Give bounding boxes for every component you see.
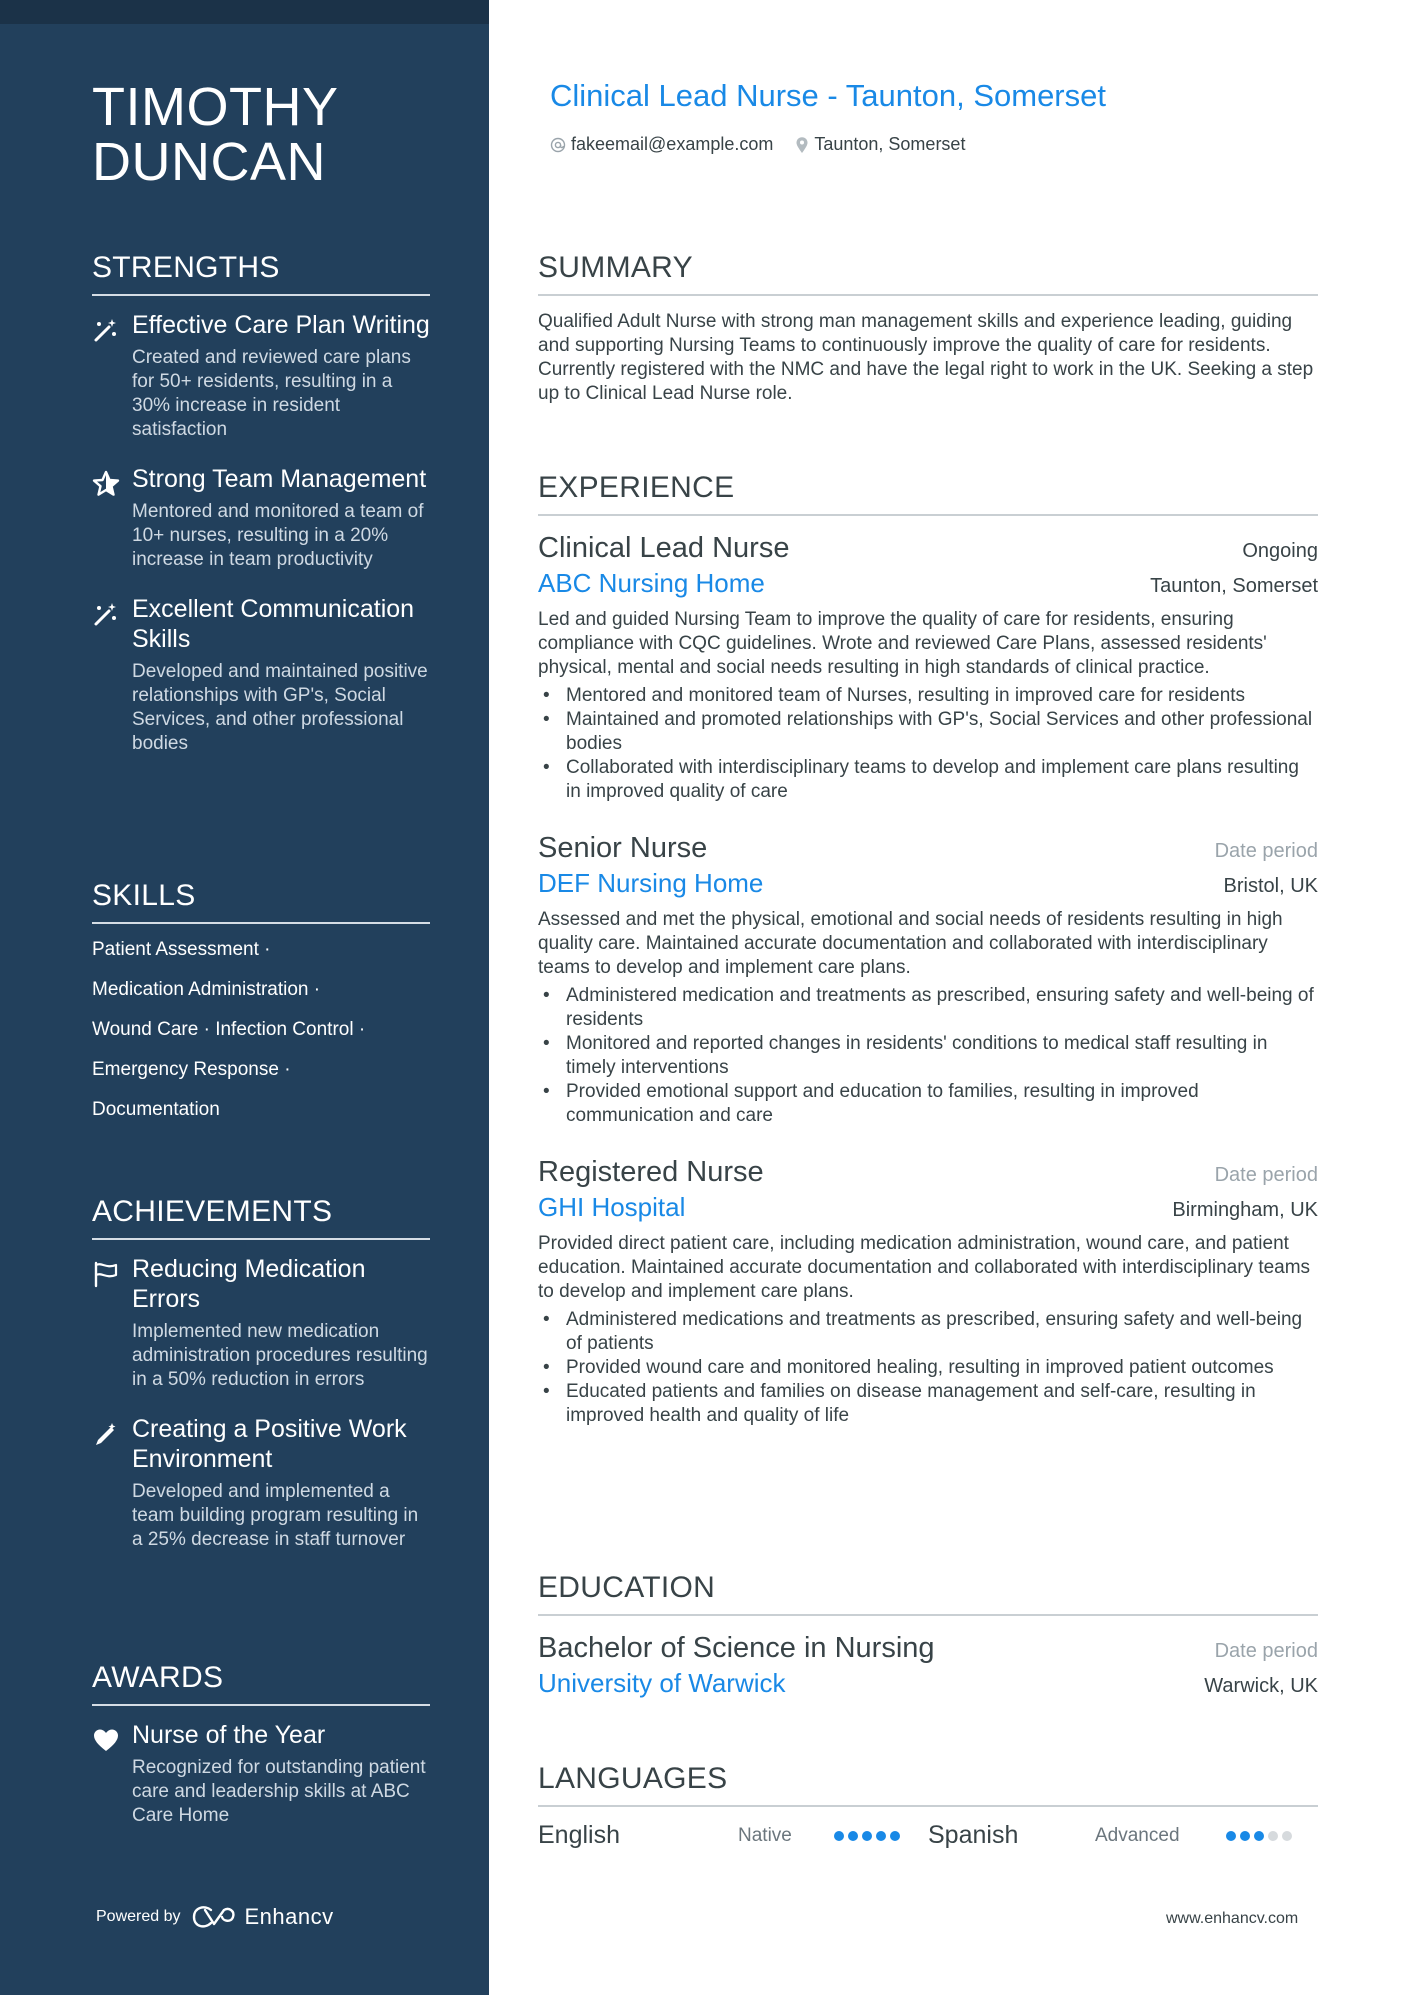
achievement-item xyxy=(92,1414,430,1552)
strength-desc: Created and reviewed care plans for 50+ residents, resulting in a 30% increase in resident satisfaction xyxy=(132,347,411,440)
heart-icon xyxy=(92,1726,120,1754)
strength-title: Effective Care Plan Writing xyxy=(132,311,430,339)
location-pin-icon xyxy=(795,136,809,154)
job-bullets xyxy=(538,1308,1318,1428)
job-bullet: • Provided emotional support and education to families, resulting in improved communication and care xyxy=(538,1080,1318,1128)
headline: Clinical Lead Nurse - Taunton, Somerset xyxy=(550,78,1106,113)
strength-item xyxy=(92,594,430,756)
job-company: DEF Nursing Home xyxy=(538,868,764,898)
language-level: Native xyxy=(738,1824,792,1846)
award-item xyxy=(92,1720,430,1828)
strengths-section xyxy=(92,250,430,778)
job-company: ABC Nursing Home xyxy=(538,568,765,598)
skill-line: Medication Administration · xyxy=(92,979,321,1000)
job-title: Senior Nurse xyxy=(538,832,708,864)
skills-section xyxy=(92,878,430,1138)
contact-email-text: fakeemail@example.com xyxy=(571,134,774,154)
language-rating xyxy=(834,1831,900,1841)
rating-dot-filled xyxy=(834,1831,844,1841)
enhancv-logo-icon xyxy=(191,1905,237,1929)
strengths-heading: STRENGTHS xyxy=(92,250,430,296)
achievement-title: Creating a Positive Work Environment xyxy=(132,1415,407,1473)
at-icon xyxy=(550,137,566,153)
sidebar xyxy=(0,0,489,1995)
education-heading: EDUCATION xyxy=(538,1570,1318,1616)
rating-dot-filled xyxy=(876,1831,886,1841)
education-school: University of Warwick xyxy=(538,1668,786,1698)
skills-heading: SKILLS xyxy=(92,878,430,924)
achievement-title: Reducing Medication Errors xyxy=(132,1255,366,1313)
languages-row xyxy=(538,1821,1318,1850)
job-bullets xyxy=(538,984,1318,1128)
job-location: Bristol, UK xyxy=(1223,875,1318,897)
footer-url: www.enhancv.com xyxy=(1166,1910,1299,1927)
education-degree: Bachelor of Science in Nursing xyxy=(538,1632,935,1664)
summary-section xyxy=(538,250,1318,406)
job-bullets xyxy=(538,684,1318,804)
job-bullet: • Administered medications and treatments as prescribed, ensuring safety and well-being of patients xyxy=(538,1308,1318,1356)
summary-heading: SUMMARY xyxy=(538,250,1318,296)
rating-dot-filled xyxy=(862,1831,872,1841)
achievement-desc: Implemented new medication administration procedures resulting in a 50% reduction in errors xyxy=(132,1321,428,1390)
enhancv-logo xyxy=(191,1904,334,1930)
name-line-1: TIMOTHY xyxy=(92,77,339,137)
contact-info xyxy=(550,134,987,155)
star-icon xyxy=(92,470,120,498)
job-date: Ongoing xyxy=(1242,540,1318,562)
strength-desc: Mentored and monitored a team of 10+ nurses, resulting in a 20% increase in team productivity xyxy=(132,501,424,570)
strength-item xyxy=(92,310,430,442)
powered-by-label: Powered by xyxy=(96,1908,181,1925)
rating-dot-empty xyxy=(1282,1831,1292,1841)
language-name: Spanish xyxy=(928,1821,1019,1849)
flag-icon xyxy=(92,1260,120,1288)
job-bullet: • Monitored and reported changes in residents' conditions to medical staff resulting in timely interventions xyxy=(538,1032,1318,1080)
skill-line: Wound Care · Infection Control · xyxy=(92,1019,366,1040)
job-entry xyxy=(538,530,1318,804)
rating-dot-filled xyxy=(1254,1831,1264,1841)
experience-section xyxy=(538,470,1318,1454)
languages-heading: LANGUAGES xyxy=(538,1761,1318,1807)
strength-title: Strong Team Management xyxy=(132,465,427,493)
job-entry xyxy=(538,1154,1318,1428)
strength-title: Excellent Communication Skills xyxy=(132,595,415,653)
job-description: Assessed and met the physical, emotional and social needs of residents resulting in high quality care. Maintained accurate documentation and collaborated with interdisciplinary teams to develop and implement care plans. xyxy=(538,909,1283,978)
contact-email xyxy=(550,134,773,155)
enhancv-brand-name: Enhancv xyxy=(244,1904,334,1929)
job-company: GHI Hospital xyxy=(538,1192,686,1222)
strength-item xyxy=(92,464,430,572)
languages-section xyxy=(538,1761,1318,1850)
job-bullet: • Maintained and promoted relationships with GP's, Social Services and other professional bodies xyxy=(538,708,1318,756)
summary-text: Qualified Adult Nurse with strong man management skills and experience leading, guiding and supporting Nursing Teams to continuously improve the quality of care for residents. Currently registered with the NMC and have the legal right to work in the UK. Seeking a step up to Clinical Lead Nurse role. xyxy=(538,311,1314,404)
award-desc: Recognized for outstanding patient care and leadership skills at ABC Care Home xyxy=(132,1757,426,1826)
job-entry xyxy=(538,830,1318,1128)
experience-heading: EXPERIENCE xyxy=(538,470,1318,516)
language-rating xyxy=(1226,1831,1292,1841)
sidebar-top-bar xyxy=(0,0,489,24)
skill-line: Documentation xyxy=(92,1099,220,1120)
job-bullet: • Provided wound care and monitored healing, resulting in improved patient outcomes xyxy=(538,1356,1318,1380)
powered-by xyxy=(96,1904,334,1930)
rating-dot-filled xyxy=(1226,1831,1236,1841)
achievement-desc: Developed and implemented a team building program resulting in a 25% decrease in staff turnover xyxy=(132,1481,419,1550)
achievement-item xyxy=(92,1254,430,1392)
job-location: Birmingham, UK xyxy=(1172,1199,1318,1221)
skill-line: Patient Assessment · xyxy=(92,939,271,960)
job-bullet: • Mentored and monitored team of Nurses, resulting in improved care for residents xyxy=(538,684,1318,708)
job-location: Taunton, Somerset xyxy=(1150,575,1318,597)
job-date: Date period xyxy=(1214,840,1318,862)
education-date: Date period xyxy=(1214,1640,1318,1662)
name-line-2: DUNCAN xyxy=(92,132,327,192)
rating-dot-filled xyxy=(848,1831,858,1841)
magic-wand-icon xyxy=(92,600,120,628)
achievements-section xyxy=(92,1194,430,1574)
rating-dot-filled xyxy=(1240,1831,1250,1841)
job-bullet: • Administered medication and treatments as prescribed, ensuring safety and well-being of residents xyxy=(538,984,1318,1032)
awards-section xyxy=(92,1660,430,1850)
contact-location xyxy=(795,134,965,155)
job-date: Date period xyxy=(1214,1164,1318,1186)
education-location: Warwick, UK xyxy=(1204,1675,1318,1697)
rating-dot-filled xyxy=(890,1831,900,1841)
language-item xyxy=(538,1821,928,1850)
rating-dot-empty xyxy=(1268,1831,1278,1841)
language-level: Advanced xyxy=(1095,1824,1180,1846)
magic-wand-icon xyxy=(92,316,120,344)
skill-line: Emergency Response · xyxy=(92,1059,291,1080)
awards-heading: AWARDS xyxy=(92,1660,430,1706)
strength-desc: Developed and maintained positive relationships with GP's, Social Services, and other professional bodies xyxy=(132,661,428,754)
job-title: Clinical Lead Nurse xyxy=(538,532,790,564)
candidate-name xyxy=(92,77,452,192)
job-title: Registered Nurse xyxy=(538,1156,764,1188)
pen-icon xyxy=(92,1420,120,1448)
achievements-heading: ACHIEVEMENTS xyxy=(92,1194,430,1240)
job-description: Led and guided Nursing Team to improve the quality of care for residents, ensuring compliance with CQC guidelines. Wrote and reviewed Care Plans, assessed residents' physical, mental and social needs resulting in high standards of clinical practice. xyxy=(538,609,1267,678)
contact-location-text: Taunton, Somerset xyxy=(814,134,966,154)
language-item xyxy=(928,1821,1318,1850)
job-bullet: • Collaborated with interdisciplinary teams to develop and implement care plans resulting in improved quality of care xyxy=(538,756,1318,804)
award-title: Nurse of the Year xyxy=(132,1721,326,1749)
education-section xyxy=(538,1570,1318,1700)
language-name: English xyxy=(538,1821,620,1849)
job-description: Provided direct patient care, including medication administration, wound care, and patient education. Maintained accurate documentation and collaborated with interdisciplinary teams to develop and implement care plans. xyxy=(538,1233,1311,1302)
job-bullet: • Educated patients and families on disease management and self-care, resulting in improved health and quality of life xyxy=(538,1380,1318,1428)
